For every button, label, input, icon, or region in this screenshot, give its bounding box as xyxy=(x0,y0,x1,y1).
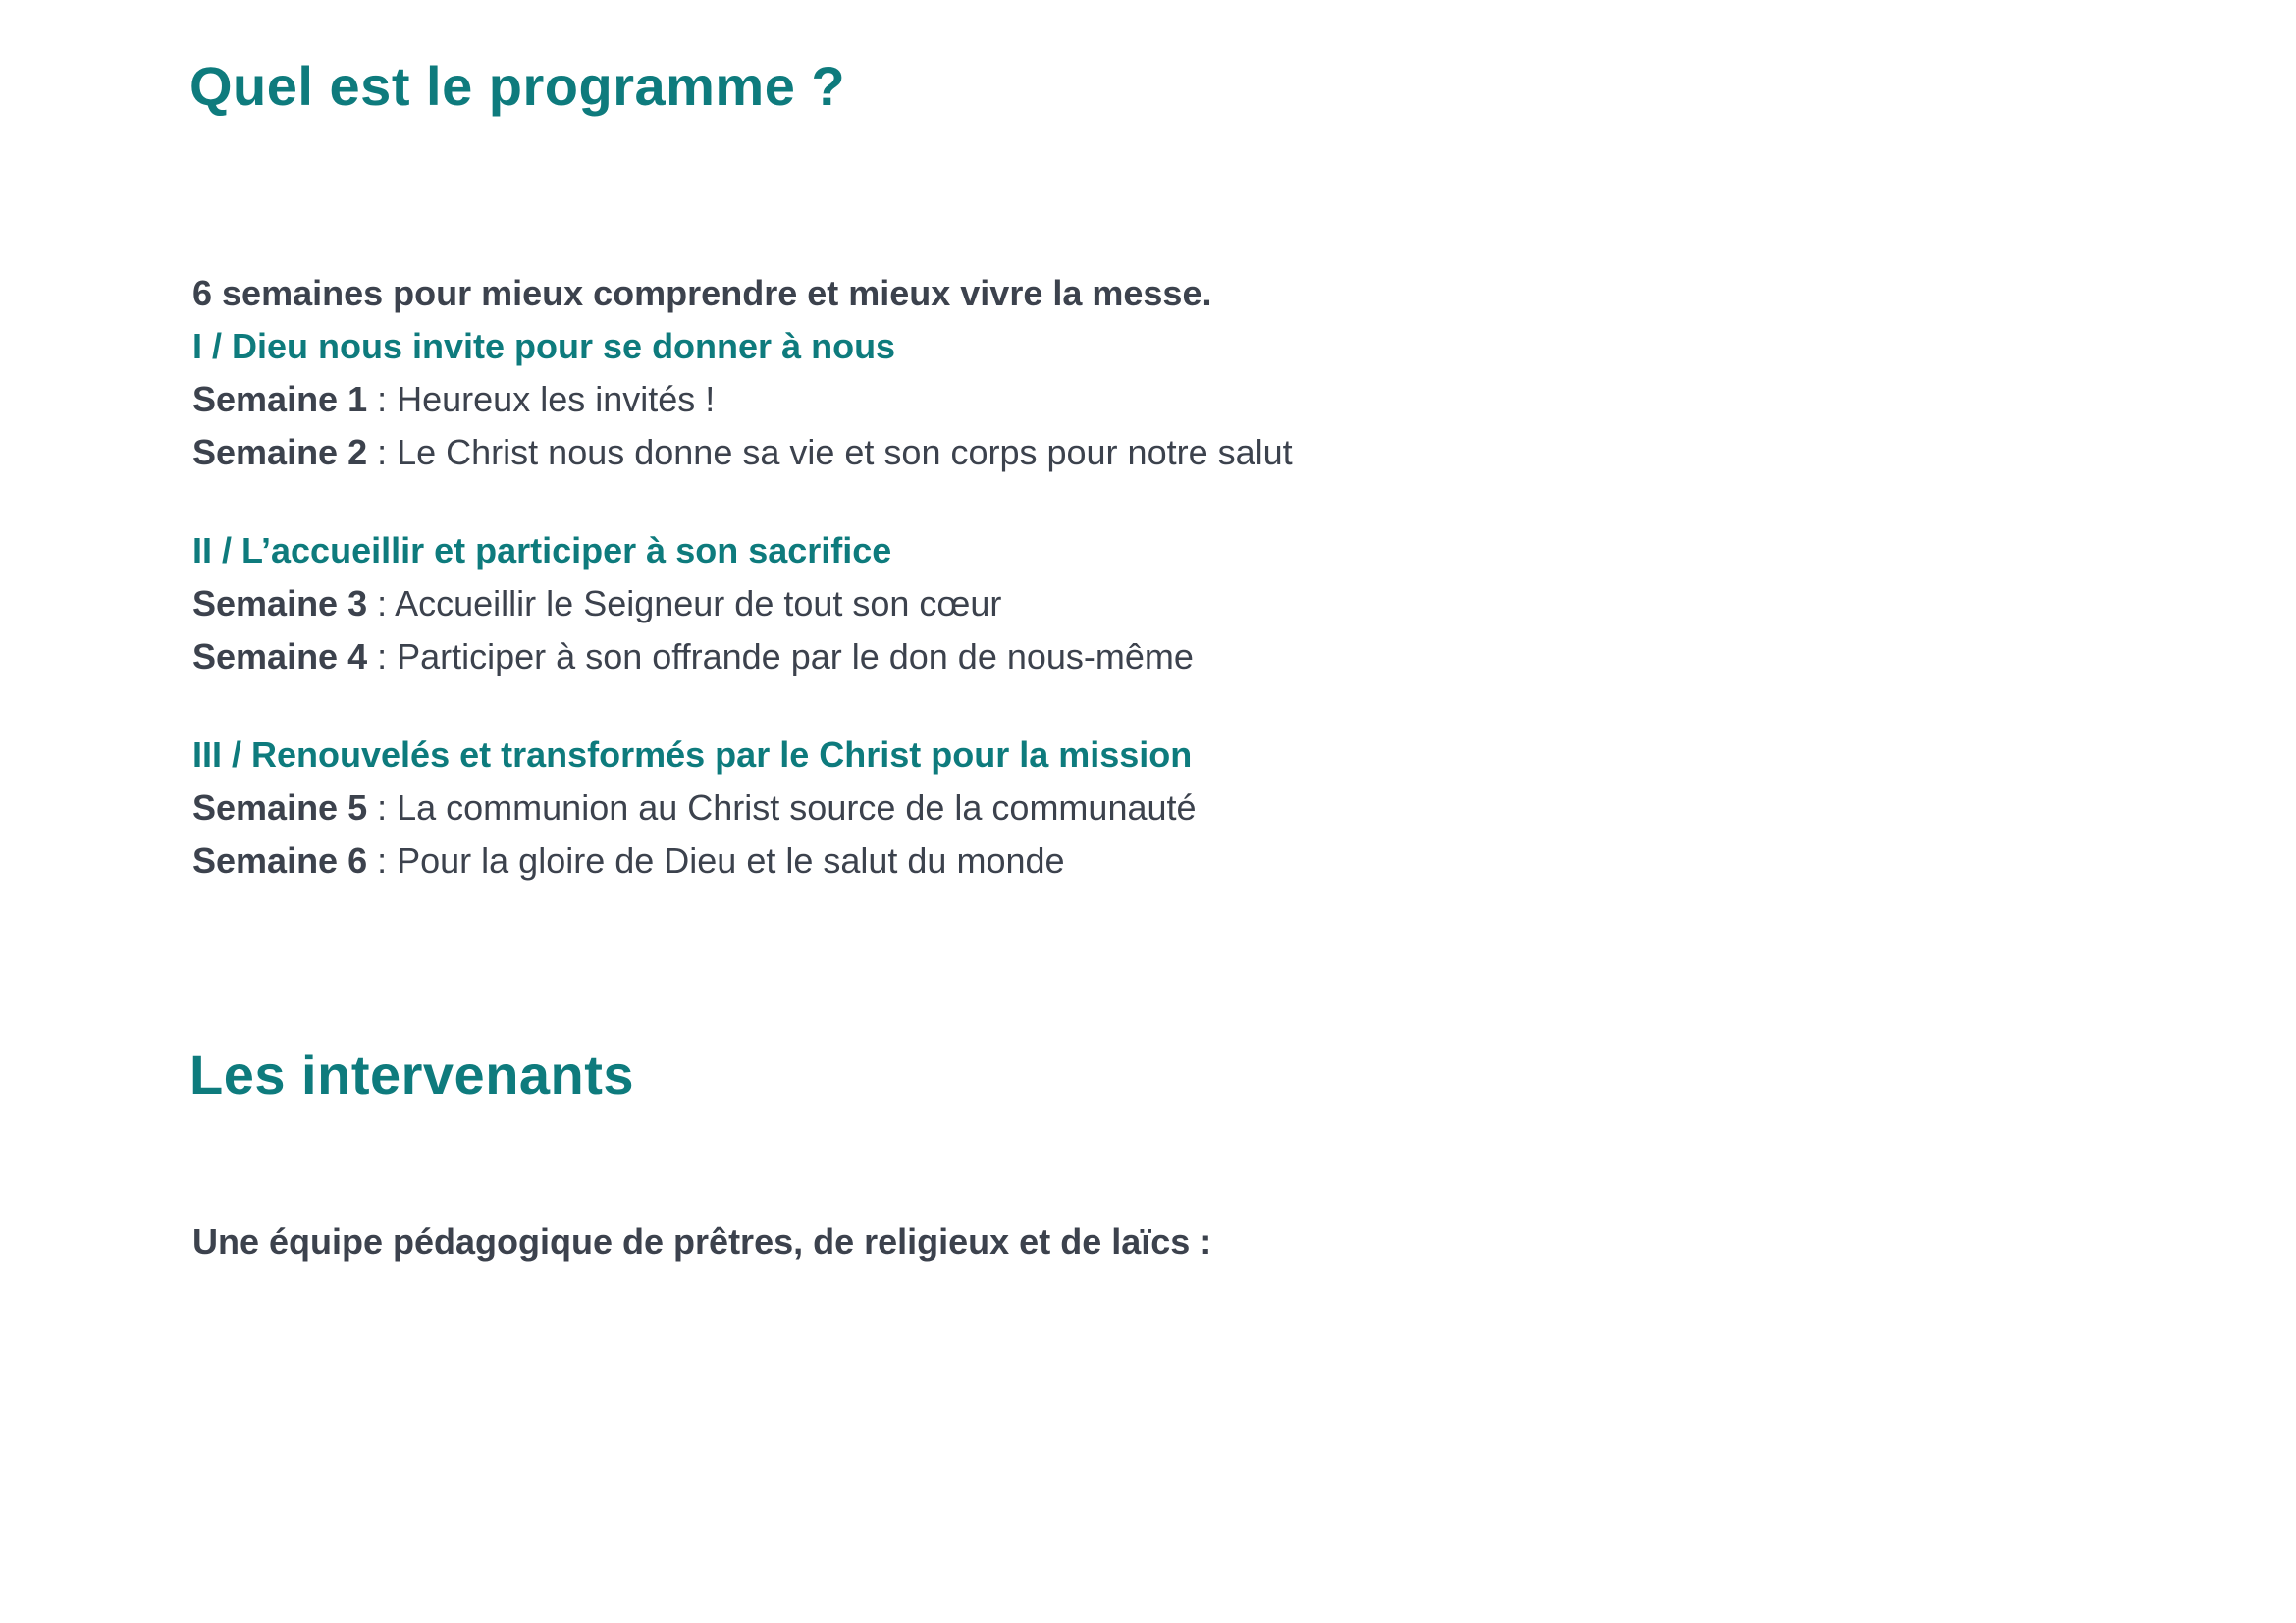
week-text: : Accueillir le Seigneur de tout son cœur xyxy=(367,583,1002,623)
intervenants-title: Les intervenants xyxy=(189,1044,635,1106)
section-heading-3: III / Renouvelés et transformés par le Christ pour la mission xyxy=(192,734,1193,775)
week-label: Semaine 6 xyxy=(192,840,368,881)
section-heading-1: I / Dieu nous invite pour se donner à nous xyxy=(192,326,896,366)
section-spacer xyxy=(192,479,1293,524)
section-heading-2: II / L’accueillir et participer à son sacrifice xyxy=(192,530,892,570)
week-text: : La communion au Christ source de la communauté xyxy=(367,787,1197,828)
week-line xyxy=(192,373,1293,426)
week-text: : Participer à son offrande par le don de nous-même xyxy=(367,636,1194,676)
program-outline xyxy=(192,267,1293,888)
intervenants-intro: Une équipe pédagogique de prêtres, de religieux et de laïcs : xyxy=(192,1221,1212,1262)
week-text: : Pour la gloire de Dieu et le salut du monde xyxy=(367,840,1065,881)
week-label: Semaine 2 xyxy=(192,432,368,472)
week-label: Semaine 3 xyxy=(192,583,368,623)
week-text: : Le Christ nous donne sa vie et son corps pour notre salut xyxy=(367,432,1293,472)
week-label: Semaine 5 xyxy=(192,787,368,828)
week-text: : Heureux les invités ! xyxy=(367,379,716,419)
week-label: Semaine 4 xyxy=(192,636,368,676)
section-spacer xyxy=(192,683,1293,729)
week-line xyxy=(192,426,1293,479)
week-label: Semaine 1 xyxy=(192,379,368,419)
week-line xyxy=(192,782,1293,835)
page-title: Quel est le programme ? xyxy=(189,55,846,117)
week-line xyxy=(192,835,1293,888)
week-line xyxy=(192,630,1293,683)
week-line xyxy=(192,577,1293,630)
program-intro: 6 semaines pour mieux comprendre et mieux vivre la messe. xyxy=(192,273,1212,313)
